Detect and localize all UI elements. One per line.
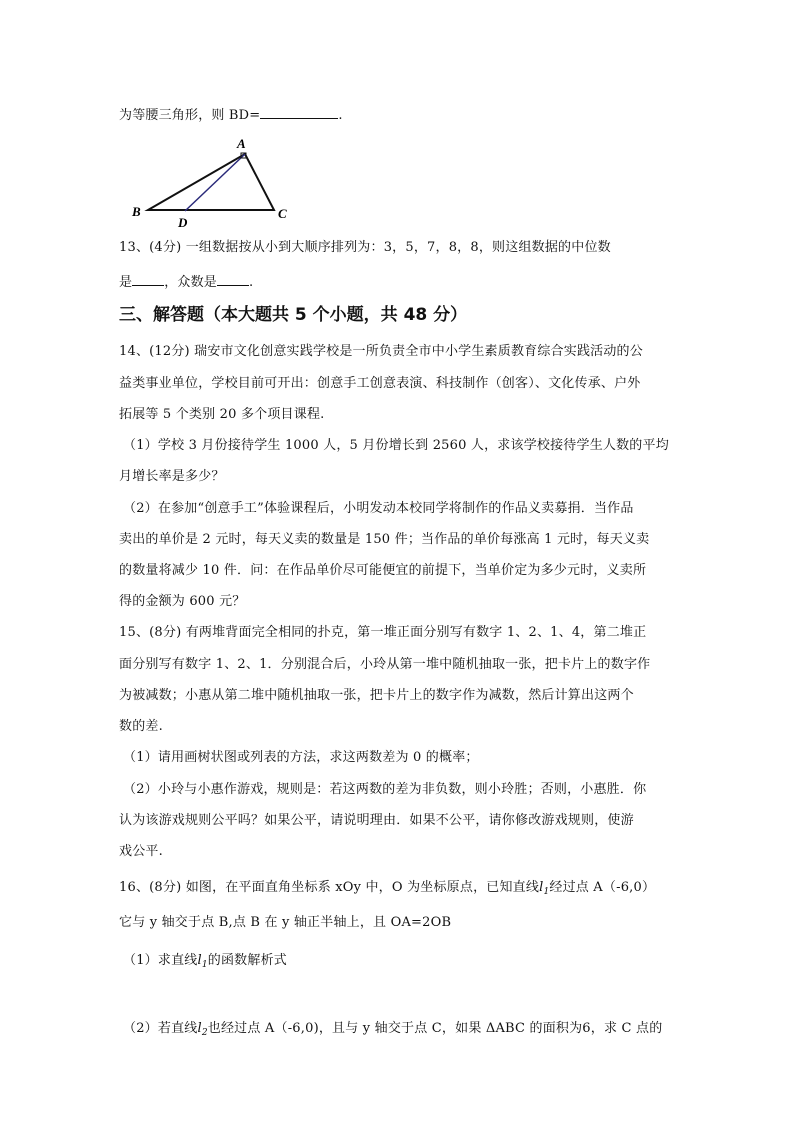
- q14-part1-line1: （1）学校 3 月份接待学生 1000 人，5 月份增长到 2560 人，求该学校接待学生人数的平均: [123, 438, 669, 453]
- q13-line2: 是 ，众数是 .: [119, 275, 254, 290]
- q15-part2-line3: 戏公平.: [119, 844, 163, 859]
- q16-line2: 它与 y 轴交于点 B,点 B 在 y 轴正半轴上，且 OA=2OB: [119, 915, 452, 930]
- label-a: A: [237, 136, 246, 151]
- q15-line4: 数的差.: [119, 719, 163, 734]
- q16-line1: 16、(8分) 如图，在平面直角坐标系 xOy 中，O 为坐标原点，已知直线$l_1$经过点 A（-6,0）: [119, 880, 656, 897]
- q14-line1: 14、(12分) 瑞安市文化创意实践学校是一所负责全市中小学生素质教育综合实践活动的公: [119, 344, 643, 359]
- mode-blank[interactable]: [217, 273, 249, 286]
- q15-part2-line2: 认为该游戏规则公平吗？如果公平，请说明理由．如果不公平，请你修改游戏规则，使游: [119, 813, 634, 828]
- q16-part2: （2）若直线$l_2$也经过点 A（-6,0)，且与 y 轴交于点 C，如果 ΔABC 的面积为6，求 C 点的: [123, 1021, 663, 1038]
- q14-part2-line4: 得的金额为 600 元？: [119, 594, 246, 609]
- q15-line2: 面分别写有数字 1、2、1．分别混合后，小玲从第一堆中随机抽取一张，把卡片上的数字作: [119, 657, 651, 672]
- triangle-abc: [148, 154, 274, 210]
- q15-line3: 为被减数；小惠从第二堆中随机抽取一张，把卡片上的数字作为减数，然后计算出这两个: [119, 688, 634, 703]
- q15-part1: （1）请用画树状图或列表的方法，求这两数差为 0 的概率；: [123, 750, 479, 765]
- q14-part2-line3: 的数量将减少 10 件．问：在作品单价尽可能便宜的前提下，当单价定为多少元时，义卖所: [119, 563, 647, 578]
- median-blank[interactable]: [132, 273, 164, 286]
- label-d: D: [178, 215, 188, 230]
- q15-line1: 15、(8分) 有两堆背面完全相同的扑克，第一堆正面分别写有数字 1、2、1、4，第二堆正: [119, 625, 647, 640]
- q14-part1-line2: 月增长率是多少？: [119, 469, 225, 484]
- answer-blank[interactable]: [260, 106, 338, 119]
- section-heading: 三、解答题（本大题共 5 个小题，共 48 分）: [119, 305, 468, 325]
- triangle-figure: [128, 136, 298, 232]
- q14-part2-line2: 卖出的单价是 2 元时，每天义卖的数量是 150 件；当作品的单价每涨高 1 元时，每天义卖: [119, 532, 650, 547]
- q14-line3: 拓展等 5 个类别 20 多个项目课程.: [119, 407, 325, 422]
- q13-line1: 13、(4分) 一组数据按从小到大顺序排列为：3，5，7，8，8，则这组数据的中位数: [119, 240, 611, 255]
- q16-part1: （1）求直线$l_1$的函数解析式: [123, 953, 287, 970]
- q14-part2-line1: （2）在参加“创意手工”体验课程后，小明发动本校同学将制作的作品义卖募捐．当作品: [123, 501, 634, 516]
- label-b: B: [132, 204, 141, 219]
- q14-line2: 益类事业单位，学校目前可开出：创意手工创意表演、科技制作（创客）、文化传承、户外: [119, 376, 641, 391]
- q15-part2-line1: （2）小玲与小惠作游戏，规则是：若这两数的差为非负数，则小玲胜；否则，小惠胜．你: [123, 782, 647, 797]
- q12-tail-line: 为等腰三角形，则 BD= .: [119, 108, 343, 123]
- label-c: C: [278, 206, 287, 221]
- q12-text: 为等腰三角形，则 BD=: [119, 108, 261, 123]
